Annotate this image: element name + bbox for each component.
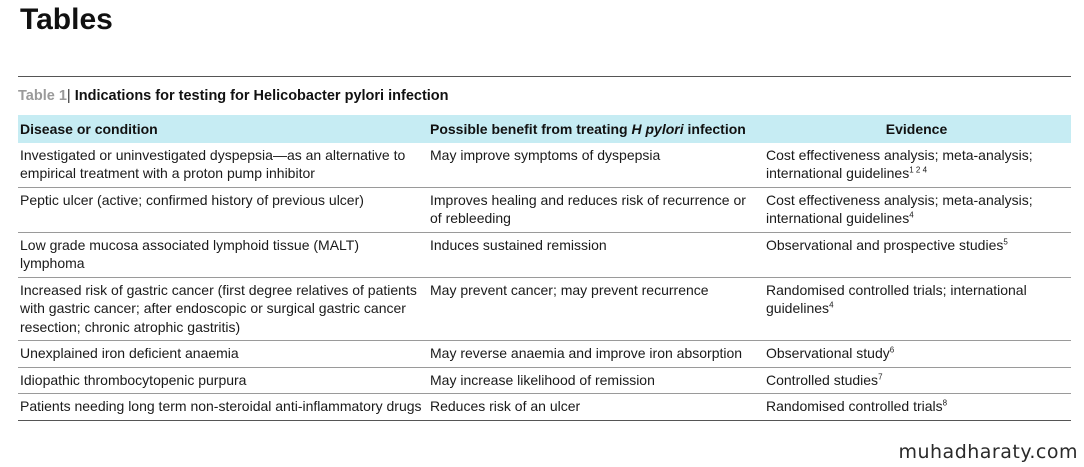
header-disease-or-condition: Disease or condition xyxy=(18,115,428,143)
reference-superscript: 7 xyxy=(878,371,883,381)
cell-benefit: Reduces risk of an ulcer xyxy=(428,394,764,421)
cell-evidence xyxy=(764,341,1071,368)
table-top-rule xyxy=(18,76,1071,77)
indications-table xyxy=(18,115,1071,421)
cell-condition: Patients needing long term non-steroidal anti-inflammatory drugs xyxy=(18,394,428,421)
evidence-text: Observational study xyxy=(766,345,890,361)
header-evidence: Evidence xyxy=(764,115,1071,143)
table-container xyxy=(18,76,1071,421)
evidence-text: Observational and prospective studies xyxy=(766,236,1004,253)
cell-benefit: May reverse anaemia and improve iron absorption xyxy=(428,341,764,368)
cell-benefit: May increase likelihood of remission xyxy=(428,367,764,394)
table-header-row xyxy=(18,115,1071,143)
cell-evidence xyxy=(764,367,1071,394)
reference-superscript: 4 xyxy=(909,210,914,220)
table-row xyxy=(18,367,1071,394)
cell-evidence xyxy=(764,187,1071,232)
table-row xyxy=(18,187,1071,232)
reference-superscript: 4 xyxy=(829,300,834,310)
header-benefit-suffix: infection xyxy=(683,121,746,137)
table-row xyxy=(18,277,1071,341)
cell-condition: Increased risk of gastric cancer (first degree relatives of patients with gastric cancer; after endoscopic or surgical gastric cancer resection; chronic atrophic gastritis) xyxy=(18,277,428,341)
cell-benefit: Improves healing and reduces risk of recurrence or of rebleeding xyxy=(428,187,764,232)
reference-superscript: 8 xyxy=(942,398,948,408)
table-row xyxy=(18,232,1071,277)
evidence-text: Cost effectiveness analysis; meta-analysis; international guidelines xyxy=(766,191,1033,226)
reference-superscript: 5 xyxy=(1003,236,1008,246)
evidence-text: Cost effectiveness analysis; meta-analysis; international guidelines xyxy=(766,146,1033,181)
table-caption-label: Table 1 xyxy=(18,88,67,104)
cell-condition: Idiopathic thrombocytopenic purpura xyxy=(18,367,428,394)
evidence-text: Randomised controlled trials; international guidelines xyxy=(766,281,1027,316)
evidence-text: Randomised controlled trials xyxy=(766,398,943,414)
reference-superscript: 1 2 4 xyxy=(909,165,928,175)
header-benefit-prefix: Possible benefit from treating xyxy=(430,121,632,137)
table-row xyxy=(18,143,1071,188)
cell-condition: Low grade mucosa associated lymphoid tissue (MALT) lymphoma xyxy=(18,232,428,277)
cell-benefit: Induces sustained remission xyxy=(428,232,764,277)
table-row xyxy=(18,394,1071,421)
table-caption-separator: | xyxy=(66,88,71,104)
reference-superscript: 6 xyxy=(889,345,895,355)
cell-evidence xyxy=(764,277,1071,341)
header-possible-benefit xyxy=(428,115,764,143)
cell-evidence xyxy=(764,143,1071,188)
table-caption xyxy=(18,85,1071,107)
cell-benefit: May improve symptoms of dyspepsia xyxy=(428,143,764,188)
cell-benefit: May prevent cancer; may prevent recurrence xyxy=(428,277,764,341)
evidence-text: Controlled studies xyxy=(766,371,879,388)
header-benefit-organism: H pylori xyxy=(631,121,684,137)
table-caption-title: Indications for testing for Helicobacter pylori infection xyxy=(74,88,449,104)
cell-evidence xyxy=(764,232,1071,277)
cell-condition: Investigated or uninvestigated dyspepsia—as an alternative to empirical treatment with a proton pump inhibitor xyxy=(18,143,428,188)
cell-condition: Peptic ulcer (active; confirmed history of previous ulcer) xyxy=(18,187,428,232)
site-watermark: muhadharaty.com xyxy=(898,441,1078,463)
cell-condition: Unexplained iron deficient anaemia xyxy=(18,341,428,368)
page-title: Tables xyxy=(20,3,113,36)
table-row xyxy=(18,341,1071,368)
cell-evidence xyxy=(764,394,1071,421)
